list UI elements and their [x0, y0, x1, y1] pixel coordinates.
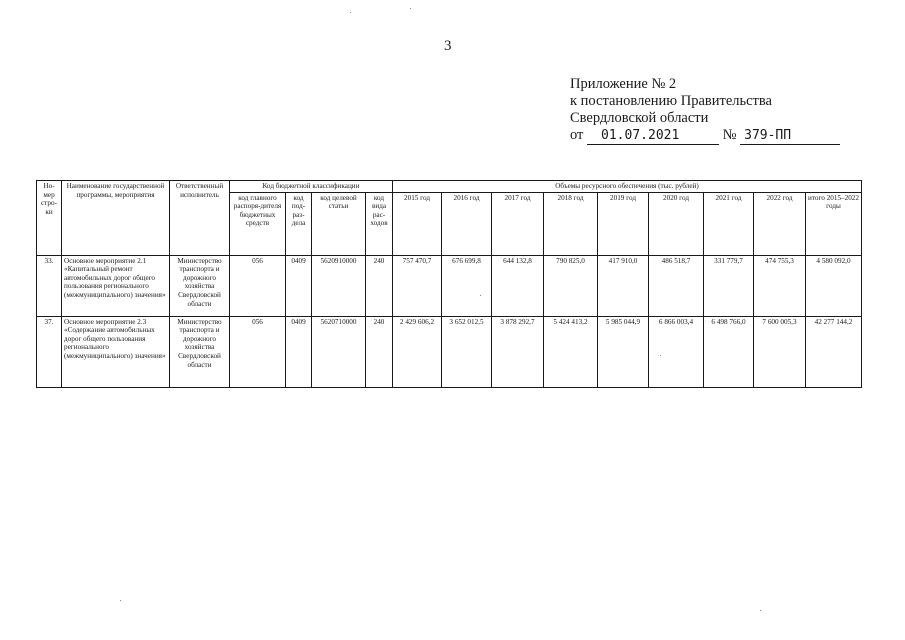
row-name: Основное мероприятие 2.3 «Содержание автомобильных дорог общего пользования регионального (межмуниципального) значения»	[62, 316, 170, 387]
header-name: Наименование государственной программы, мероприятия	[62, 181, 170, 256]
table-row	[37, 255, 862, 316]
header-budget-codes: Код бюджетной классификации	[230, 181, 393, 193]
header-year: 2017 год	[492, 192, 544, 255]
header-code-manager: код главного распоря-дителя бюджетных средств	[230, 192, 286, 255]
row-code-expense: 240	[366, 316, 393, 387]
header-resources: Объемы ресурсного обеспечения (тыс. рублей)	[393, 181, 862, 193]
appendix-date-line	[570, 127, 840, 145]
row-value: 676 699,8	[442, 255, 492, 316]
row-number: 33.	[37, 255, 62, 316]
header-code-subsection: код под-раз-дела	[286, 192, 312, 255]
scan-speck	[660, 355, 661, 356]
header-row-number: Но-мер стро-ки	[37, 181, 62, 256]
decree-date: 01.07.2021	[587, 127, 719, 145]
table-header-row-1	[37, 181, 862, 193]
row-value: 331 779,7	[704, 255, 754, 316]
header-code-expense: код вида рас-ходов	[366, 192, 393, 255]
header-year: 2016 год	[442, 192, 492, 255]
row-value: 5 985 044,9	[598, 316, 649, 387]
header-year: 2015 год	[393, 192, 442, 255]
page-number: 3	[444, 38, 452, 54]
row-value: 486 518,7	[649, 255, 704, 316]
header-executor: Ответственный исполнитель	[170, 181, 230, 256]
scan-speck	[410, 8, 411, 9]
budget-table	[36, 180, 862, 388]
row-code-subsection: 0409	[286, 255, 312, 316]
row-code-target: 5620710000	[312, 316, 366, 387]
scan-speck	[120, 600, 121, 601]
date-prefix: от	[570, 127, 584, 143]
row-code-expense: 240	[366, 255, 393, 316]
row-value: 417 910,0	[598, 255, 649, 316]
row-value: 3 652 012,5	[442, 316, 492, 387]
row-total: 42 277 144,2	[806, 316, 862, 387]
row-value: 474 755,3	[754, 255, 806, 316]
row-value: 757 470,7	[393, 255, 442, 316]
row-value: 6 866 003,4	[649, 316, 704, 387]
row-code-manager: 056	[230, 316, 286, 387]
row-executor: Министерство транспорта и дорожного хозяйства Свердловской области	[170, 255, 230, 316]
row-value: 3 878 292,7	[492, 316, 544, 387]
decree-number: 379-ПП	[740, 127, 840, 145]
row-value: 7 600 005,3	[754, 316, 806, 387]
row-number: 37.	[37, 316, 62, 387]
appendix-decree-line: к постановлению Правительства	[570, 93, 772, 109]
row-name: Основное мероприятие 2.1 «Капитальный ремонт автомобильных дорог общего пользования регионального (межмуниципального) значения»	[62, 255, 170, 316]
row-value: 5 424 413,2	[544, 316, 598, 387]
header-year: 2022 год	[754, 192, 806, 255]
table-row	[37, 316, 862, 387]
scan-speck	[350, 12, 351, 13]
row-value: 2 429 606,2	[393, 316, 442, 387]
appendix-title: Приложение № 2	[570, 76, 677, 92]
number-prefix: №	[722, 127, 737, 143]
header-year: 2019 год	[598, 192, 649, 255]
row-total: 4 580 092,0	[806, 255, 862, 316]
row-code-target: 5620910000	[312, 255, 366, 316]
scan-speck	[480, 295, 481, 296]
row-executor: Министерство транспорта и дорожного хозяйства Свердловской области	[170, 316, 230, 387]
scan-speck	[760, 610, 761, 611]
row-code-manager: 056	[230, 255, 286, 316]
row-value: 644 132,8	[492, 255, 544, 316]
header-total: итого 2015–2022 годы	[806, 192, 862, 255]
header-code-target: код целевой статьи	[312, 192, 366, 255]
row-code-subsection: 0409	[286, 316, 312, 387]
header-year: 2021 год	[704, 192, 754, 255]
row-value: 6 498 766,0	[704, 316, 754, 387]
header-year: 2020 год	[649, 192, 704, 255]
appendix-region-line: Свердловской области	[570, 110, 709, 126]
appendix-block	[570, 76, 840, 145]
header-year: 2018 год	[544, 192, 598, 255]
row-value: 790 825,0	[544, 255, 598, 316]
